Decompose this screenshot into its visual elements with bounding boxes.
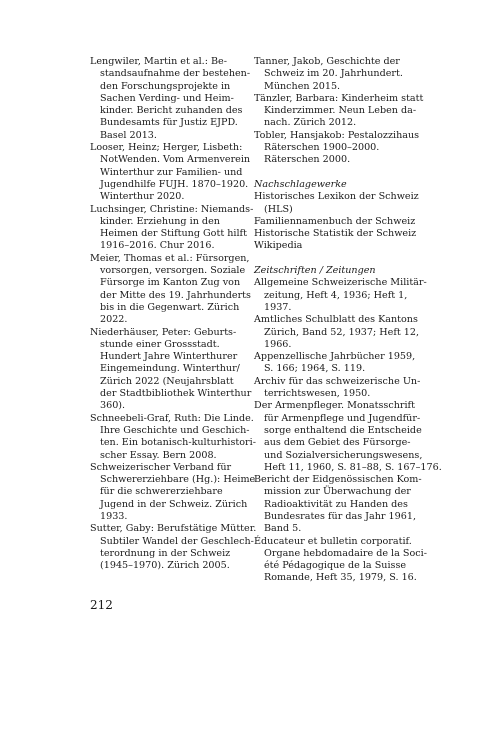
right-column: [254, 56, 442, 585]
entry-line: Eingemeindung. Winterthur/: [100, 363, 240, 375]
bibliography-entry: [254, 314, 420, 351]
entry-line: Hundert Jahre Winterthurer: [100, 351, 238, 363]
entry-line: Schwererziehbare (Hg.): Heime: [100, 474, 256, 486]
periodicals-list: [254, 277, 442, 584]
entry-line: Heft 11, 1960, S. 81–88, S. 167–176.: [264, 461, 442, 473]
entry-line: Tänzler, Barbara: Kinderheim statt: [254, 92, 424, 104]
entry-line: Organe hebdomadaire de la Soci-: [264, 547, 427, 559]
entry-line: ten. Ein botanisch-kulturhistori-: [100, 437, 256, 449]
bibliography-entry: [90, 56, 251, 142]
bibliography-entry: [254, 56, 414, 93]
entry-line: 1937.: [264, 301, 292, 313]
entry-line: Subtiler Wandel der Geschlech-: [100, 535, 254, 547]
entry-line: Band 5.: [264, 523, 302, 535]
entry-line: stunde einer Grossstadt.: [100, 338, 220, 350]
bibliography-entry: [254, 228, 417, 240]
entry-line: Amtliches Schulblatt des Kantons: [254, 314, 418, 326]
entry-line: aus dem Gebiet des Fürsorge-: [264, 437, 411, 449]
entry-line: S. 166; 1964, S. 119.: [264, 363, 366, 375]
entry-line: der Stadtbibliothek Winterthur: [100, 388, 252, 400]
entry-line: München 2015.: [264, 80, 341, 92]
entry-line: Looser, Heinz; Herger, Lisbeth:: [90, 142, 243, 154]
entry-line: Winterthur 2020.: [100, 191, 185, 203]
entry-line: für die schwererziehbare: [100, 486, 223, 498]
entry-line: Bundesamts für Justiz EJPD.: [100, 117, 238, 129]
entry-line: 360).: [100, 400, 126, 412]
entry-line: und Sozialversicherungswesens,: [264, 449, 423, 461]
bibliography-entry: [254, 375, 421, 401]
entry-line: Historische Statistik der Schweiz: [254, 228, 417, 240]
entry-line: 1966.: [264, 338, 292, 350]
entry-line: Zürich 2022 (Neujahrsblatt: [100, 375, 234, 387]
entry-line: Basel 2013.: [100, 129, 157, 141]
entry-line: standsaufnahme der bestehen-: [100, 68, 251, 80]
entry-line: Familiennamenbuch der Schweiz: [254, 215, 416, 227]
entry-line: vorsorgen, versorgen. Soziale: [100, 265, 246, 277]
bibliography-entry: [254, 191, 419, 216]
entry-line: Bundesrates für das Jahr 1961,: [264, 510, 417, 522]
bibliography-entry: [254, 474, 422, 535]
entry-line: (1945–1970). Zürich 2005.: [100, 560, 230, 572]
entry-line: Romande, Heft 35, 1979, S. 16.: [264, 572, 417, 584]
entry-line: Heimen der Stiftung Gott hilft: [100, 228, 247, 240]
entry-line: Schweiz im 20. Jahrhundert.: [264, 68, 403, 80]
entry-line: mission zur Überwachung der: [264, 486, 411, 498]
entry-line: Radioaktivität zu Handen des: [264, 498, 408, 510]
entry-line: Schweizerischer Verband für: [90, 461, 232, 473]
entry-line: Zürich, Band 52, 1937; Heft 12,: [264, 326, 420, 338]
section-heading-zeitschriften: Zeitschriften / Zeitungen: [254, 265, 376, 277]
entry-line: Archiv für das schweizerische Un-: [254, 375, 421, 387]
bibliography-entry: [254, 535, 427, 585]
entry-line: kinder. Bericht zuhanden des: [100, 105, 243, 117]
entry-line: Sutter, Gaby: Berufstätige Mütter.: [90, 523, 257, 535]
entry-line: Luchsinger, Christine: Niemands-: [90, 203, 254, 215]
entry-line: Éducateur et bulletin corporatif.: [254, 535, 412, 547]
entry-line: Niederhäuser, Peter: Geburts-: [90, 326, 237, 338]
entry-line: Tobler, Hansjakob: Pestalozzihaus: [254, 129, 420, 141]
entry-line: 2022.: [100, 314, 128, 326]
entry-line: Schneebeli-Graf, Ruth: Die Linde.: [90, 412, 254, 424]
entry-line: bis in die Gegenwart. Zürich: [100, 301, 240, 313]
bibliography-entry: [254, 92, 424, 130]
entry-line: Räterschen 2000.: [264, 154, 351, 166]
entry-line: Wikipedia: [254, 240, 303, 252]
entry-line: été Pédagogique de la Suisse: [264, 560, 407, 572]
bibliography-entry: [254, 240, 414, 252]
bibliography-entry: [90, 326, 252, 413]
page-number: 212: [90, 598, 113, 612]
entry-line: Jugendhilfe FUJH. 1870–1920.: [100, 178, 249, 190]
entry-line: Appenzellische Jahrbücher 1959,: [254, 351, 416, 363]
entry-line: terordnung in der Schweiz: [100, 547, 231, 559]
entry-line: Sachen Verding- und Heim-: [100, 92, 234, 104]
entry-line: Historisches Lexikon der Schweiz: [254, 191, 419, 203]
entry-line: Winterthur zur Familien- und: [100, 166, 243, 178]
bibliography-entry: [90, 203, 254, 253]
entry-line: kinder. Erziehung in den: [100, 215, 220, 227]
entry-line: sorge enthaltend die Entscheide: [264, 424, 422, 436]
section-heading-nachschlagewerke: Nachschlagewerke: [254, 178, 347, 190]
reference-works-list: [254, 191, 419, 252]
entry-line: terrichtswesen, 1950.: [264, 388, 371, 400]
bibliography-entry: [90, 142, 251, 203]
entry-line: NotWenden. Vom Armenverein: [100, 154, 251, 166]
entry-line: den Forschungsprojekte in: [100, 80, 231, 92]
bibliography-entry: [90, 523, 257, 572]
bibliography-entry: [90, 461, 256, 523]
entry-line: Fürsorge im Kanton Zug von: [100, 277, 241, 289]
entry-line: Der Armenpfleger. Monatsschrift: [254, 400, 415, 412]
bibliography-entry: [90, 252, 251, 327]
entry-line: 1933.: [100, 510, 128, 522]
entry-line: 1916–2016. Chur 2016.: [100, 240, 215, 252]
bibliography-list-continued: [254, 56, 424, 167]
entry-line: Bericht der Eidgenössischen Kom-: [254, 474, 422, 486]
entry-line: scher Essay. Bern 2008.: [100, 449, 217, 461]
entry-line: Räterschen 1900–2000.: [264, 142, 380, 154]
entry-line: Ihre Geschichte und Geschich-: [100, 424, 250, 436]
entry-line: Meier, Thomas et al.: Fürsorgen,: [90, 252, 250, 264]
bibliography-entry: [254, 351, 414, 376]
left-column: [90, 56, 257, 572]
bibliography-entry: [90, 412, 256, 462]
bibliography-entry: [254, 400, 442, 474]
entry-line: Allgemeine Schweizerische Militär-: [254, 277, 427, 289]
entry-line: für Armenpflege und Jugendfür-: [264, 412, 421, 424]
entry-line: Lengwiler, Martin et al.: Be-: [90, 56, 227, 67]
entry-line: der Mitte des 19. Jahrhunderts: [100, 289, 251, 301]
entry-line: Tanner, Jakob, Geschichte der: [254, 56, 400, 67]
entry-line: Kinderzimmer. Neun Leben da-: [264, 105, 417, 117]
entry-line: (HLS): [264, 203, 293, 215]
entry-line: Jugend in der Schweiz. Zürich: [100, 498, 248, 510]
entry-line: zeitung, Heft 4, 1936; Heft 1,: [264, 289, 408, 301]
bibliography-entry: [254, 216, 414, 228]
bibliography-entry: [254, 129, 420, 167]
bibliography-entry: [254, 277, 427, 314]
entry-line: nach. Zürich 2012.: [264, 117, 357, 129]
